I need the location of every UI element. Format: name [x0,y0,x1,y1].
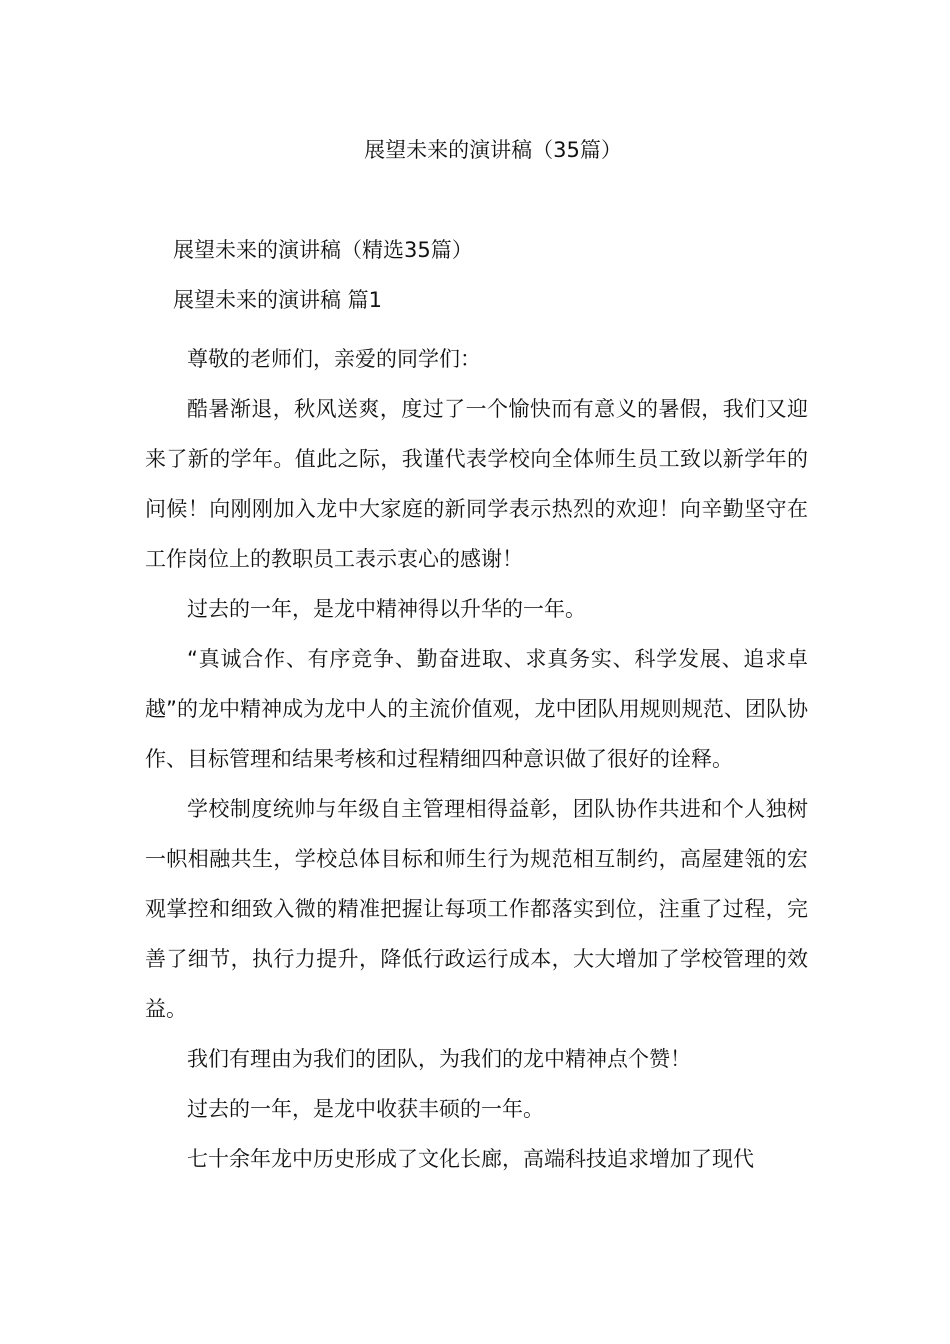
speech-body [145,334,808,1184]
body-paragraph: 七十余年龙中历史形成了文化长廊，高端科技追求增加了现代 [187,1147,754,1171]
body-paragraph: 学校制度统帅与年级自主管理相得益彰，团队协作共进和个人独树一帜相融共生，学校总体目标和师生行为规范相互制约，高屋建瓴的宏观掌控和细致入微的精准把握让每项工作都落实到位，注重了过程，完善了细节，执行力提升，降低行政运行成本，大大增加了学校管理的效益。 [145,797,808,1021]
document-title: 展望未来的演讲稿（35篇） [364,138,622,162]
salutation-paragraph: 尊敬的老师们，亲爱的同学们： [187,347,481,371]
body-paragraph: “真诚合作、有序竞争、勤奋进取、求真务实、科学发展、追求卓越”的龙中精神成为龙中人的主流价值观，龙中团队用规则规范、团队协作、目标管理和结果考核和过程精细四种意识做了很好的诠释。 [145,647,808,771]
body-paragraph: 我们有理由为我们的团队，为我们的龙中精神点个赞！ [187,1047,691,1071]
document-subtitle: 展望未来的演讲稿（精选35篇） [173,238,473,262]
body-paragraph: 酷暑渐退，秋风送爽，度过了一个愉快而有意义的暑假，我们又迎来了新的学年。值此之际，我谨代表学校向全体师生员工致以新学年的问候！向刚刚加入龙中大家庭的新同学表示热烈的欢迎！向辛勤坚守在工作岗位上的教职员工表示衷心的感谢！ [145,397,808,571]
section-heading: 展望未来的演讲稿 篇1 [173,288,383,312]
body-paragraph: 过去的一年，是龙中精神得以升华的一年。 [187,597,586,621]
body-paragraph: 过去的一年，是龙中收获丰硕的一年。 [187,1097,544,1121]
